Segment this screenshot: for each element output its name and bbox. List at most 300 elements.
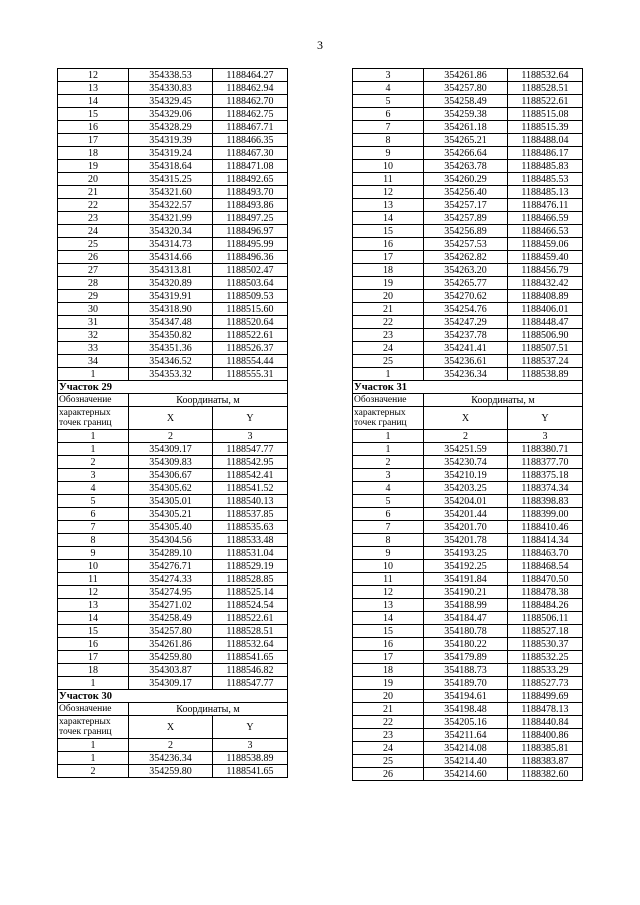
y-coordinate-cell: 1188375.18	[508, 469, 583, 482]
table-row	[58, 573, 288, 586]
table-row	[353, 651, 583, 664]
designation-header-cont: характерных точек границ	[58, 407, 129, 430]
x-coordinate-cell: 354329.45	[129, 95, 213, 108]
y-coordinate-cell: 1188555.31	[213, 368, 288, 381]
point-number-cell: 24	[353, 342, 424, 355]
point-number-cell: 19	[58, 160, 129, 173]
y-coordinate-cell: 1188530.37	[508, 638, 583, 651]
x-coordinate-cell: 354257.53	[424, 238, 508, 251]
x-coordinate-cell: 354305.40	[129, 521, 213, 534]
y-coordinate-cell: 1188528.51	[213, 625, 288, 638]
y-coordinate-cell: 1188493.86	[213, 199, 288, 212]
x-coordinate-cell: 354247.29	[424, 316, 508, 329]
table-row	[58, 238, 288, 251]
x-coordinate-cell: 354254.76	[424, 303, 508, 316]
point-number-cell: 2	[58, 765, 129, 778]
point-number-cell: 12	[353, 186, 424, 199]
point-number-cell: 23	[353, 729, 424, 742]
y-coordinate-cell: 1188515.39	[508, 121, 583, 134]
point-number-cell: 25	[353, 755, 424, 768]
x-coordinate-cell: 354309.83	[129, 456, 213, 469]
x-coordinate-cell: 354319.39	[129, 134, 213, 147]
table-row	[58, 443, 288, 456]
point-number-cell: 24	[353, 742, 424, 755]
x-coordinate-cell: 354179.89	[424, 651, 508, 664]
column-number-cell: 3	[508, 430, 583, 443]
point-number-cell: 1	[58, 443, 129, 456]
point-number-cell: 3	[353, 69, 424, 82]
x-coordinate-cell: 354305.21	[129, 508, 213, 521]
y-coordinate-cell: 1188554.44	[213, 355, 288, 368]
x-coordinate-cell: 354261.86	[129, 638, 213, 651]
x-coordinate-cell: 354320.89	[129, 277, 213, 290]
point-number-cell: 9	[58, 547, 129, 560]
table-row	[58, 664, 288, 677]
y-coordinate-cell: 1188464.27	[213, 69, 288, 82]
x-coordinate-cell: 354180.78	[424, 625, 508, 638]
point-number-cell: 4	[353, 82, 424, 95]
table-row	[353, 742, 583, 755]
y-coordinate-cell: 1188410.46	[508, 521, 583, 534]
point-number-cell: 26	[353, 768, 424, 781]
x-coordinate-cell: 354262.82	[424, 251, 508, 264]
y-coordinate-cell: 1188488.04	[508, 134, 583, 147]
table-row	[58, 316, 288, 329]
designation-header: Обозначение	[353, 394, 424, 407]
y-coordinate-cell: 1188399.00	[508, 508, 583, 521]
column-number-cell: 1	[58, 739, 129, 752]
table-row	[353, 560, 583, 573]
table-row	[353, 690, 583, 703]
point-number-cell: 16	[58, 638, 129, 651]
table-row	[58, 277, 288, 290]
designation-header: Обозначение	[58, 394, 129, 407]
point-number-cell: 25	[353, 355, 424, 368]
x-coordinate-cell: 354305.62	[129, 482, 213, 495]
x-coordinate-cell: 354201.78	[424, 534, 508, 547]
x-coordinate-cell: 354274.95	[129, 586, 213, 599]
point-number-cell: 13	[353, 599, 424, 612]
y-coordinate-cell: 1188496.36	[213, 251, 288, 264]
point-number-cell: 19	[353, 677, 424, 690]
x-coordinate-cell: 354309.17	[129, 443, 213, 456]
point-number-cell: 29	[58, 290, 129, 303]
y-coordinate-cell: 1188459.40	[508, 251, 583, 264]
point-number-cell: 14	[353, 612, 424, 625]
x-coordinate-cell: 354260.29	[424, 173, 508, 186]
y-coordinate-cell: 1188515.60	[213, 303, 288, 316]
column-number-cell: 2	[129, 430, 213, 443]
point-number-cell: 14	[58, 95, 129, 108]
table-row	[353, 329, 583, 342]
point-number-cell: 9	[353, 547, 424, 560]
point-number-cell: 25	[58, 238, 129, 251]
designation-header-cont: характерных точек границ	[58, 716, 129, 739]
point-number-cell: 10	[58, 560, 129, 573]
table-row	[353, 251, 583, 264]
y-coordinate-cell: 1188485.83	[508, 160, 583, 173]
point-number-cell: 17	[353, 651, 424, 664]
y-coordinate-cell: 1188459.06	[508, 238, 583, 251]
point-number-cell: 15	[58, 108, 129, 121]
coordinates-table-right	[352, 68, 583, 781]
x-coordinate-cell: 354350.82	[129, 329, 213, 342]
table-row	[58, 173, 288, 186]
table-row	[58, 342, 288, 355]
point-number-cell: 21	[58, 186, 129, 199]
section-title-row	[58, 690, 288, 703]
x-coordinate-cell: 354306.67	[129, 469, 213, 482]
table-row	[58, 625, 288, 638]
table-row	[58, 560, 288, 573]
y-coordinate-cell: 1188468.54	[508, 560, 583, 573]
table-row	[58, 508, 288, 521]
table-row	[353, 303, 583, 316]
x-coordinate-cell: 354261.18	[424, 121, 508, 134]
y-coordinate-cell: 1188522.61	[213, 612, 288, 625]
point-number-cell: 5	[353, 495, 424, 508]
point-number-cell: 2	[58, 456, 129, 469]
table-row	[353, 716, 583, 729]
x-coordinate-cell: 354230.74	[424, 456, 508, 469]
y-coordinate-cell: 1188467.30	[213, 147, 288, 160]
x-coordinate-cell: 354263.20	[424, 264, 508, 277]
y-coordinate-cell: 1188546.82	[213, 664, 288, 677]
table-row	[353, 264, 583, 277]
y-coordinate-cell: 1188533.29	[508, 664, 583, 677]
y-coordinate-cell: 1188440.84	[508, 716, 583, 729]
table-row	[58, 355, 288, 368]
point-number-cell: 10	[353, 560, 424, 573]
table-row	[353, 199, 583, 212]
table-row	[58, 752, 288, 765]
table-row	[353, 238, 583, 251]
y-coordinate-cell: 1188493.70	[213, 186, 288, 199]
y-coordinate-cell: 1188478.38	[508, 586, 583, 599]
column-number-cell: 3	[213, 430, 288, 443]
point-number-cell: 18	[58, 664, 129, 677]
table-row	[353, 482, 583, 495]
x-coordinate-cell: 354319.91	[129, 290, 213, 303]
x-coordinate-cell: 354190.21	[424, 586, 508, 599]
table-row	[58, 290, 288, 303]
point-number-cell: 22	[353, 316, 424, 329]
point-number-cell: 5	[353, 95, 424, 108]
column-number-cell: 2	[424, 430, 508, 443]
y-coordinate-cell: 1188400.86	[508, 729, 583, 742]
x-coordinate-cell: 354353.32	[129, 368, 213, 381]
point-number-cell: 16	[353, 638, 424, 651]
y-coordinate-cell: 1188406.01	[508, 303, 583, 316]
table-row	[353, 677, 583, 690]
y-coordinate-cell: 1188533.48	[213, 534, 288, 547]
point-number-cell: 17	[58, 651, 129, 664]
y-coordinate-cell: 1188541.65	[213, 765, 288, 778]
point-number-cell: 11	[353, 173, 424, 186]
x-coordinate-cell: 354347.48	[129, 316, 213, 329]
x-coordinate-cell: 354241.41	[424, 342, 508, 355]
table-row	[58, 95, 288, 108]
y-coordinate-cell: 1188398.83	[508, 495, 583, 508]
table-row	[58, 456, 288, 469]
header-row	[58, 716, 288, 739]
y-coordinate-cell: 1188538.89	[213, 752, 288, 765]
x-coordinate-cell: 354236.34	[424, 368, 508, 381]
y-coordinate-cell: 1188478.13	[508, 703, 583, 716]
x-header: X	[129, 407, 213, 430]
left-column	[57, 68, 287, 778]
point-number-cell: 21	[353, 703, 424, 716]
y-coordinate-cell: 1188497.25	[213, 212, 288, 225]
table-row	[353, 755, 583, 768]
x-coordinate-cell: 354251.59	[424, 443, 508, 456]
right-column	[352, 68, 582, 781]
table-row	[58, 329, 288, 342]
point-number-cell: 22	[353, 716, 424, 729]
table-row	[353, 469, 583, 482]
x-coordinate-cell: 354257.89	[424, 212, 508, 225]
coordinates-header: Координаты, м	[424, 394, 583, 407]
x-coordinate-cell: 354258.49	[424, 95, 508, 108]
x-coordinate-cell: 354204.01	[424, 495, 508, 508]
y-coordinate-cell: 1188522.61	[213, 329, 288, 342]
column-number-cell: 1	[353, 430, 424, 443]
y-coordinate-cell: 1188528.51	[508, 82, 583, 95]
x-coordinate-cell: 354180.22	[424, 638, 508, 651]
table-row	[353, 768, 583, 781]
x-coordinate-cell: 354303.87	[129, 664, 213, 677]
point-number-cell: 18	[58, 147, 129, 160]
y-coordinate-cell: 1188542.95	[213, 456, 288, 469]
x-coordinate-cell: 354256.40	[424, 186, 508, 199]
y-header: Y	[213, 407, 288, 430]
table-row	[58, 586, 288, 599]
point-number-cell: 15	[353, 625, 424, 638]
point-number-cell: 14	[58, 612, 129, 625]
table-row	[58, 147, 288, 160]
x-coordinate-cell: 354315.25	[129, 173, 213, 186]
table-row	[353, 508, 583, 521]
point-number-cell: 31	[58, 316, 129, 329]
x-coordinate-cell: 354266.64	[424, 147, 508, 160]
table-row	[58, 482, 288, 495]
point-number-cell: 8	[58, 534, 129, 547]
x-coordinate-cell: 354318.64	[129, 160, 213, 173]
point-number-cell: 3	[353, 469, 424, 482]
designation-header: Обозначение	[58, 703, 129, 716]
table-row	[353, 625, 583, 638]
header-row	[353, 407, 583, 430]
point-number-cell: 11	[353, 573, 424, 586]
y-coordinate-cell: 1188414.34	[508, 534, 583, 547]
x-coordinate-cell: 354257.80	[129, 625, 213, 638]
point-number-cell: 1	[58, 677, 129, 690]
x-coordinate-cell: 354304.56	[129, 534, 213, 547]
x-coordinate-cell: 354201.70	[424, 521, 508, 534]
x-coordinate-cell: 354194.61	[424, 690, 508, 703]
point-number-cell: 20	[353, 290, 424, 303]
coordinates-header: Координаты, м	[129, 394, 288, 407]
table-row	[58, 368, 288, 381]
table-row	[353, 521, 583, 534]
column-number-row	[58, 739, 288, 752]
point-number-cell: 1	[58, 368, 129, 381]
x-coordinate-cell: 354276.71	[129, 560, 213, 573]
point-number-cell: 16	[353, 238, 424, 251]
table-row	[353, 160, 583, 173]
x-coordinate-cell: 354314.66	[129, 251, 213, 264]
point-number-cell: 33	[58, 342, 129, 355]
x-header: X	[424, 407, 508, 430]
x-coordinate-cell: 354189.70	[424, 677, 508, 690]
y-coordinate-cell: 1188535.63	[213, 521, 288, 534]
x-coordinate-cell: 354322.57	[129, 199, 213, 212]
y-coordinate-cell: 1188495.99	[213, 238, 288, 251]
x-coordinate-cell: 354257.17	[424, 199, 508, 212]
y-coordinate-cell: 1188456.79	[508, 264, 583, 277]
table-row	[353, 173, 583, 186]
y-coordinate-cell: 1188540.13	[213, 495, 288, 508]
point-number-cell: 16	[58, 121, 129, 134]
table-row	[353, 599, 583, 612]
point-number-cell: 13	[353, 199, 424, 212]
table-row	[58, 612, 288, 625]
page-number: 3	[317, 38, 323, 52]
table-row	[353, 108, 583, 121]
point-number-cell: 28	[58, 277, 129, 290]
table-row	[58, 225, 288, 238]
point-number-cell: 22	[58, 199, 129, 212]
y-coordinate-cell: 1188377.70	[508, 456, 583, 469]
x-coordinate-cell: 354314.73	[129, 238, 213, 251]
y-coordinate-cell: 1188466.35	[213, 134, 288, 147]
point-number-cell: 6	[58, 508, 129, 521]
y-coordinate-cell: 1188502.47	[213, 264, 288, 277]
x-coordinate-cell: 354203.25	[424, 482, 508, 495]
point-number-cell: 12	[353, 586, 424, 599]
table-row	[58, 469, 288, 482]
y-coordinate-cell: 1188532.64	[508, 69, 583, 82]
table-row	[353, 612, 583, 625]
y-coordinate-cell: 1188448.47	[508, 316, 583, 329]
table-row	[353, 573, 583, 586]
x-coordinate-cell: 354257.80	[424, 82, 508, 95]
y-coordinate-cell: 1188466.59	[508, 212, 583, 225]
y-coordinate-cell: 1188408.89	[508, 290, 583, 303]
y-coordinate-cell: 1188485.53	[508, 173, 583, 186]
point-number-cell: 26	[58, 251, 129, 264]
point-number-cell: 18	[353, 264, 424, 277]
y-coordinate-cell: 1188506.90	[508, 329, 583, 342]
point-number-cell: 6	[353, 108, 424, 121]
point-number-cell: 27	[58, 264, 129, 277]
table-row	[353, 290, 583, 303]
point-number-cell: 7	[353, 121, 424, 134]
y-coordinate-cell: 1188527.18	[508, 625, 583, 638]
section-title-row	[58, 381, 288, 394]
x-coordinate-cell: 354351.36	[129, 342, 213, 355]
x-coordinate-cell: 354305.01	[129, 495, 213, 508]
point-number-cell: 11	[58, 573, 129, 586]
y-coordinate-cell: 1188526.37	[213, 342, 288, 355]
table-row	[353, 82, 583, 95]
point-number-cell: 23	[58, 212, 129, 225]
table-row	[353, 443, 583, 456]
x-coordinate-cell: 354193.25	[424, 547, 508, 560]
x-coordinate-cell: 354188.73	[424, 664, 508, 677]
x-coordinate-cell: 354319.24	[129, 147, 213, 160]
y-coordinate-cell: 1188462.75	[213, 108, 288, 121]
y-coordinate-cell: 1188506.11	[508, 612, 583, 625]
table-row	[353, 69, 583, 82]
y-coordinate-cell: 1188462.70	[213, 95, 288, 108]
point-number-cell: 3	[58, 469, 129, 482]
x-coordinate-cell: 354198.48	[424, 703, 508, 716]
table-row	[353, 368, 583, 381]
y-coordinate-cell: 1188476.11	[508, 199, 583, 212]
point-number-cell: 20	[58, 173, 129, 186]
y-coordinate-cell: 1188528.85	[213, 573, 288, 586]
table-row	[353, 186, 583, 199]
x-coordinate-cell: 354236.34	[129, 752, 213, 765]
point-number-cell: 21	[353, 303, 424, 316]
table-row	[353, 316, 583, 329]
y-coordinate-cell: 1188467.71	[213, 121, 288, 134]
y-coordinate-cell: 1188492.65	[213, 173, 288, 186]
point-number-cell: 12	[58, 69, 129, 82]
y-coordinate-cell: 1188496.97	[213, 225, 288, 238]
x-coordinate-cell: 354236.61	[424, 355, 508, 368]
y-coordinate-cell: 1188484.26	[508, 599, 583, 612]
y-header: Y	[213, 716, 288, 739]
column-number-cell: 3	[213, 739, 288, 752]
table-row	[58, 599, 288, 612]
table-row	[353, 547, 583, 560]
table-row	[58, 264, 288, 277]
y-coordinate-cell: 1188529.19	[213, 560, 288, 573]
column-number-cell: 1	[58, 430, 129, 443]
y-coordinate-cell: 1188485.13	[508, 186, 583, 199]
coordinates-table-left	[57, 68, 288, 778]
y-coordinate-cell: 1188527.73	[508, 677, 583, 690]
point-number-cell: 1	[353, 443, 424, 456]
table-row	[353, 212, 583, 225]
table-row	[58, 251, 288, 264]
x-coordinate-cell: 354321.60	[129, 186, 213, 199]
y-coordinate-cell: 1188520.64	[213, 316, 288, 329]
x-coordinate-cell: 354214.08	[424, 742, 508, 755]
y-header: Y	[508, 407, 583, 430]
header-row	[58, 703, 288, 716]
header-row	[58, 407, 288, 430]
point-number-cell: 5	[58, 495, 129, 508]
table-row	[58, 521, 288, 534]
table-row	[353, 456, 583, 469]
coordinates-header: Координаты, м	[129, 703, 288, 716]
x-coordinate-cell: 354214.60	[424, 768, 508, 781]
x-coordinate-cell: 354330.83	[129, 82, 213, 95]
designation-header-cont: характерных точек границ	[353, 407, 424, 430]
y-coordinate-cell: 1188531.04	[213, 547, 288, 560]
point-number-cell: 12	[58, 586, 129, 599]
table-row	[58, 69, 288, 82]
section-title-row	[353, 381, 583, 394]
x-coordinate-cell: 354321.99	[129, 212, 213, 225]
y-coordinate-cell: 1188524.54	[213, 599, 288, 612]
x-coordinate-cell: 354289.10	[129, 547, 213, 560]
y-coordinate-cell: 1188383.87	[508, 755, 583, 768]
point-number-cell: 13	[58, 599, 129, 612]
